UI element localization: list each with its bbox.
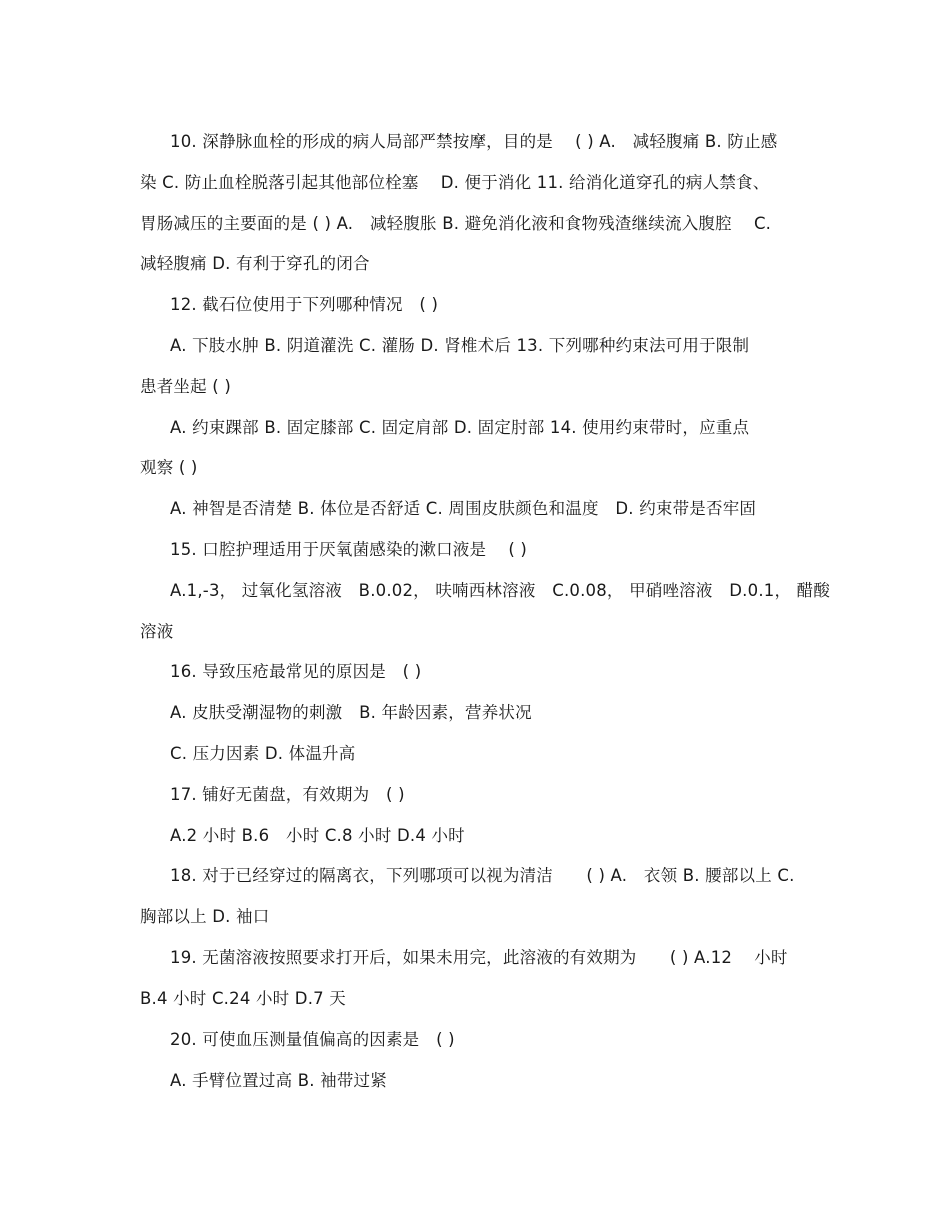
question-14-line-2: 观察 ( ) bbox=[140, 458, 198, 477]
question-19-line-2: B.4 小时 C.24 小时 D.7 天 bbox=[140, 989, 346, 1008]
question-15-options-cont: 溶液 bbox=[140, 622, 174, 641]
question-16-options-1: A. 皮肤受潮湿物的刺激 B. 年龄因素，营养状况 bbox=[170, 703, 532, 722]
question-17-options: A.2 小时 B.6 小时 C.8 小时 D.4 小时 bbox=[170, 826, 465, 845]
question-18-line-2: 胸部以上 D. 袖口 bbox=[140, 907, 270, 926]
question-16-stem: 16. 导致压疮最常见的原因是 ( ) bbox=[170, 662, 422, 681]
question-18-line-1: 18. 对于已经穿过的隔离衣，下列哪项可以视为清洁 ( ) A. 衣领 B. 腰部以上 C. bbox=[170, 866, 795, 885]
question-10-line-2: 染 C. 防止血栓脱落引起其他部位栓塞 D. 便于消化 11. 给消化道穿孔的病人禁食、 bbox=[140, 173, 770, 192]
question-11-line-2: 胃肠减压的主要面的是 ( ) A. 减轻腹胀 B. 避免消化液和食物残渣继续流入腹腔 C. bbox=[140, 214, 772, 233]
question-15-stem: 15. 口腔护理适用于厌氧菌感染的漱口液是 ( ) bbox=[170, 540, 528, 559]
question-13-options: A. 约束踝部 B. 固定膝部 C. 固定肩部 D. 固定肘部 14. 使用约束带时，应重点 bbox=[170, 418, 750, 437]
question-10-line-1: 10. 深静脉血栓的形成的病人局部严禁按摩，目的是 ( ) A. 减轻腹痛 B. 防止感 bbox=[170, 132, 778, 151]
question-12-stem: 12. 截石位使用于下列哪种情况 ( ) bbox=[170, 295, 439, 314]
question-20-options: A. 手臂位置过高 B. 袖带过紧 bbox=[170, 1071, 387, 1090]
question-15-options: A.1,-3， 过氧化氢溶液 B.0.02， 呋喃西林溶液 C.0.08， 甲硝唑溶液 D.0.1， 醋酸 bbox=[170, 581, 831, 600]
question-17-stem: 17. 铺好无菌盘，有效期为 ( ) bbox=[170, 785, 405, 804]
question-11-line-3: 减轻腹痛 D. 有利于穿孔的闭合 bbox=[140, 254, 370, 273]
question-14-options: A. 神智是否清楚 B. 体位是否舒适 C. 周围皮肤颜色和温度 D. 约束带是否牢固 bbox=[170, 499, 757, 518]
question-13-line-2: 患者坐起 ( ) bbox=[140, 377, 231, 396]
question-20-stem: 20. 可使血压测量值偏高的因素是 ( ) bbox=[170, 1030, 455, 1049]
question-16-options-2: C. 压力因素 D. 体温升高 bbox=[170, 744, 356, 763]
question-12-options: A. 下肢水肿 B. 阴道灌洗 C. 灌肠 D. 肾椎术后 13. 下列哪种约束法可用于限制 bbox=[170, 336, 750, 355]
question-19-line-1: 19. 无菌溶液按照要求打开后，如果未用完，此溶液的有效期为 ( ) A.12 小时 bbox=[170, 948, 788, 967]
